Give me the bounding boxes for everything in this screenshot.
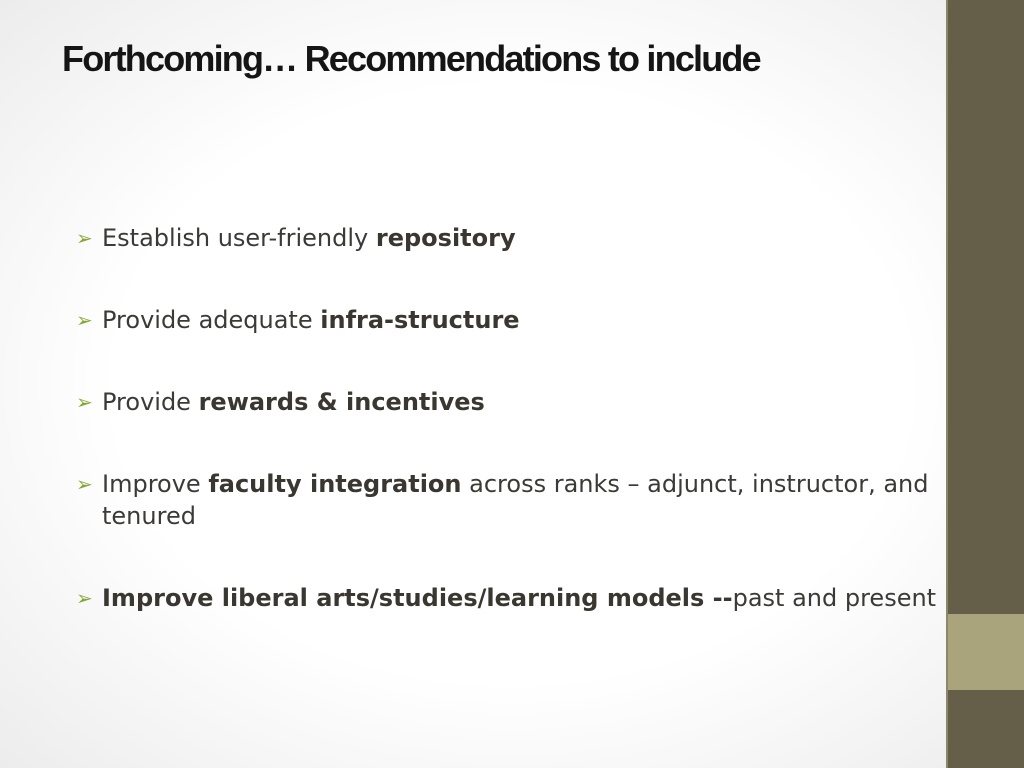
bullet-emphasis: Improve liberal arts/studies/learning models -- xyxy=(102,584,733,612)
sidebar-accent-block xyxy=(948,614,1024,690)
bullet-item xyxy=(76,386,946,418)
bullet-text: Improve xyxy=(102,470,209,498)
slide-title: Forthcoming… Recommendations to include xyxy=(62,38,760,79)
bullet-text: Provide xyxy=(102,388,199,416)
arrowhead-bullet-icon: ➢ xyxy=(76,390,93,414)
bullet-item xyxy=(76,304,946,336)
bullet-emphasis: repository xyxy=(375,224,516,252)
bullet-item xyxy=(76,582,946,614)
bullet-emphasis: faculty integration xyxy=(208,470,462,498)
arrowhead-bullet-icon: ➢ xyxy=(76,586,93,610)
bullet-emphasis: infra-structure xyxy=(320,306,520,334)
bullet-text-tail: past and present xyxy=(732,584,937,612)
bullet-text-tail: across ranks – adjunct, instructor, and tenured xyxy=(102,470,929,530)
bullet-list xyxy=(76,222,946,664)
arrowhead-bullet-icon: ➢ xyxy=(76,308,93,332)
bullet-text: Establish user-friendly xyxy=(102,224,376,252)
arrowhead-bullet-icon: ➢ xyxy=(76,226,93,250)
bullet-item xyxy=(76,222,946,254)
bullet-text: Provide adequate xyxy=(102,306,321,334)
arrowhead-bullet-icon: ➢ xyxy=(76,472,93,496)
bullet-emphasis: rewards & incentives xyxy=(198,388,485,416)
bullet-item xyxy=(76,468,946,532)
